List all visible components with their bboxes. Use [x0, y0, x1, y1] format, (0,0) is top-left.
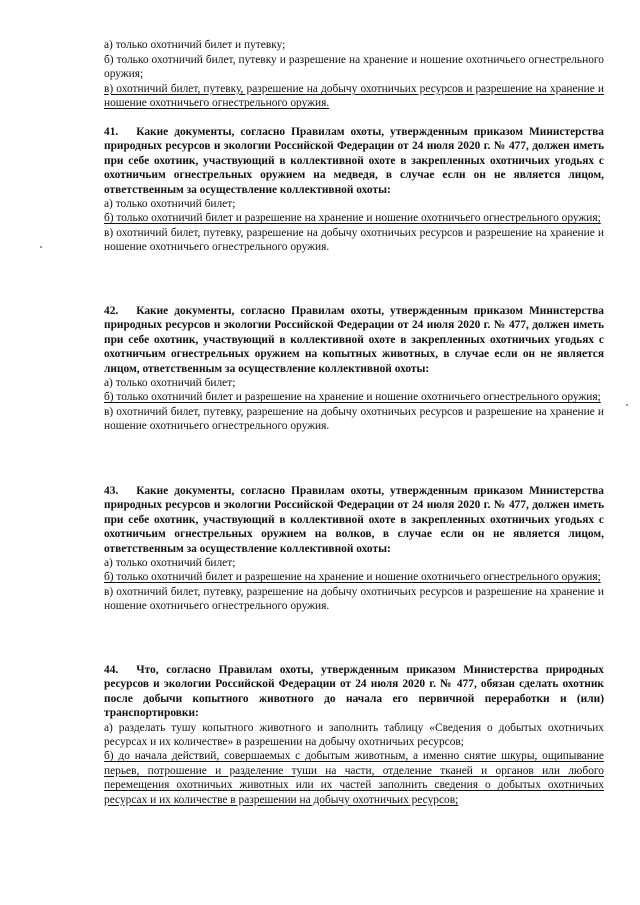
question-44-option-b: б) до начала действий, совершаемых с добытым животным, а именно снятие шкуры, ощипывание перьев, потрошение и разделение туши на части, отделение тканей и органов или любого перемещения охотничьих животных или их частей заполнить сведения о добытых охотничьих ресурсах и их количестве в разрешении на добычу охотничьих ресурсов; — [104, 750, 604, 806]
question-42 — [104, 304, 604, 434]
scan-speck — [40, 246, 42, 248]
question-number: 42. — [104, 305, 119, 317]
question-43 — [104, 484, 604, 614]
lead-option-a: а) только охотничий билет и путевку; — [104, 39, 286, 51]
question-number: 43. — [104, 485, 119, 497]
question-41-option-c: в) охотничий билет, путевку, разрешение на добычу охотничьих ресурсов и разрешение на хранение и ношение охотничьего огнестрельного оружия. — [104, 226, 604, 254]
question-44-option-a: а) разделать тушу копытного животного и заполнить таблицу «Сведения о добытых охотничьих ресурсах и их количестве» в разрешении на добычу охотничьих ресурсов; — [104, 721, 604, 749]
question-body: Какие документы, согласно Правилам охоты, утвержденным приказом Министерства природных ресурсов и экологии Российской Федерации от 24 июля 2020 г. № 477, должен иметь при себе охотник, участвующий в коллективной охоте в закрепленных охотничьих угодьях с охотничьим огнестрельных оружием на копытных животных, в случае если он не является лицом, ответственным за осуществление коллективной охоты: — [104, 305, 604, 375]
question-body: Что, согласно Правилам охоты, утвержденным приказом Министерства природных ресурсов и экологии Российской Федерации от 24 июля 2020 г. № 477, обязан сделать охотник после добычи копытного животного до начала его первичной переработки и (или) транспортировки: — [104, 664, 604, 720]
lead-option-b: б) только охотничий билет, путевку и разрешение на хранение и ношение охотничьего огнестрельного оружия; — [104, 53, 604, 81]
question-42-option-a: а) только охотничий билет; — [104, 377, 236, 390]
question-41-text — [104, 125, 604, 197]
lead-options — [104, 38, 604, 111]
question-body: Какие документы, согласно Правилам охоты, утвержденным приказом Министерства природных ресурсов и экологии Российской Федерации от 24 июля 2020 г. № 477, должен иметь при себе охотник, участвующий в коллективной охоте в закрепленных охотничьих угодьях с охотничьим огнестрельных оружием на медведя, в случае если он не является лицом, ответственным за осуществление коллективной охоты: — [104, 126, 604, 196]
question-43-option-b: б) только охотничий билет и разрешение на хранение и ношение охотничьего огнестрельного оружия; — [104, 571, 601, 584]
question-42-option-c: в) охотничий билет, путевку, разрешение на добычу охотничьих ресурсов и разрешение на хранение и ношение охотничьего огнестрельного оружия. — [104, 405, 604, 433]
question-41-option-b: б) только охотничий билет и разрешение на хранение и ношение охотничьего огнестрельного оружия; — [104, 212, 601, 225]
question-number: 44. — [104, 664, 119, 676]
question-43-option-c: в) охотничий билет, путевку, разрешение на добычу охотничьих ресурсов и разрешение на хранение и ношение охотничьего огнестрельного оружия. — [104, 585, 604, 613]
lead-option-c: в) охотничий билет, путевку, разрешение на добычу охотничьих ресурсов и разрешение на хранение и ношение охотничьего огнестрельного оружия. — [104, 82, 604, 110]
question-42-option-b: б) только охотничий билет и разрешение на хранение и ношение охотничьего огнестрельного оружия; — [104, 391, 601, 404]
question-body: Какие документы, согласно Правилам охоты, утвержденным приказом Министерства природных ресурсов и экологии Российской Федерации от 24 июля 2020 г. № 477, должен иметь при себе охотник, участвующий в коллективной охоте в закрепленных охотничьих угодьях с охотничьим огнестрельных оружием на волков, в случае если он не является лицом, ответственным за осуществление коллективной охоты: — [104, 485, 604, 555]
question-44 — [104, 663, 604, 807]
scan-speck — [626, 404, 628, 406]
question-41 — [104, 125, 604, 255]
question-44-text — [104, 663, 604, 721]
question-number: 41. — [104, 126, 119, 138]
question-43-option-a: а) только охотничий билет; — [104, 557, 236, 570]
question-42-text — [104, 304, 604, 376]
question-41-option-a: а) только охотничий билет; — [104, 198, 236, 211]
question-43-text — [104, 484, 604, 556]
